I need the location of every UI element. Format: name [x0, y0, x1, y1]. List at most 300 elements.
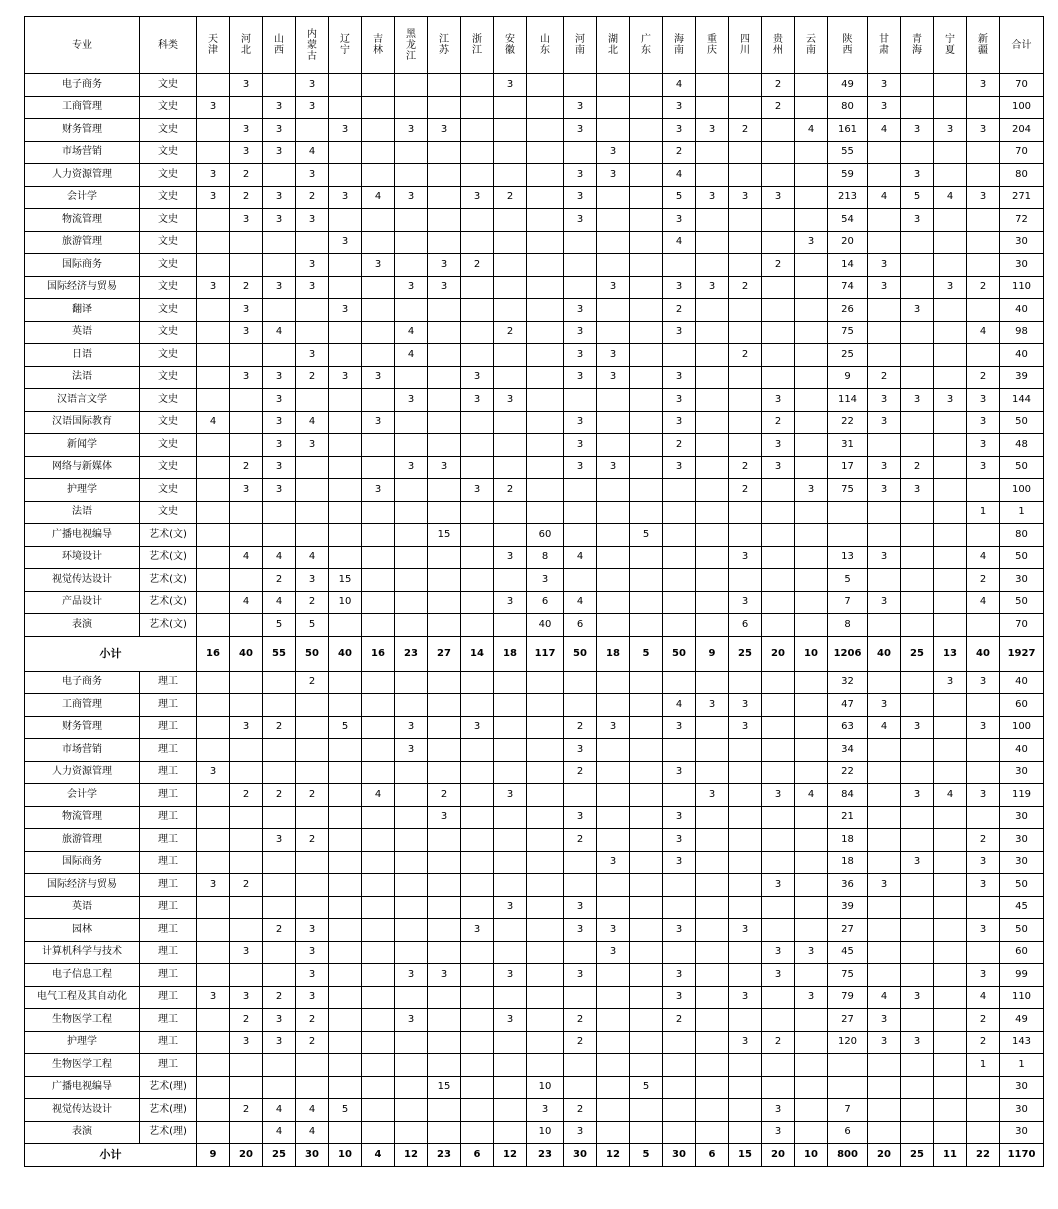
quota-cell — [329, 546, 362, 569]
quota-cell: 3 — [494, 896, 527, 919]
quota-cell: 4 — [296, 141, 329, 164]
type-cell: 理工 — [140, 671, 197, 694]
quota-cell — [428, 299, 461, 322]
quota-cell: 7 — [828, 591, 868, 614]
header-province: 甘肃 — [868, 17, 901, 74]
quota-cell — [597, 186, 630, 209]
quota-cell — [630, 434, 663, 457]
major-cell: 工商管理 — [25, 96, 140, 119]
major-cell: 国际经济与贸易 — [25, 276, 140, 299]
quota-cell — [329, 1121, 362, 1144]
quota-cell — [197, 569, 230, 592]
table-row — [25, 389, 1044, 412]
admission-plan-table — [24, 16, 1044, 1167]
quota-cell — [494, 299, 527, 322]
quota-cell — [564, 986, 597, 1009]
quota-cell: 2 — [868, 366, 901, 389]
type-cell: 文史 — [140, 344, 197, 367]
quota-cell — [630, 479, 663, 502]
quota-cell — [527, 761, 564, 784]
quota-cell: 4 — [564, 546, 597, 569]
quota-cell: 3 — [230, 366, 263, 389]
table-row — [25, 569, 1044, 592]
quota-cell — [197, 366, 230, 389]
quota-cell — [329, 456, 362, 479]
quota-cell — [762, 321, 795, 344]
quota-cell — [630, 366, 663, 389]
subtotal-cell: 12 — [494, 1144, 527, 1167]
quota-cell — [597, 806, 630, 829]
quota-cell — [263, 231, 296, 254]
header-province: 陕西 — [828, 17, 868, 74]
quota-cell: 3 — [868, 1009, 901, 1032]
quota-cell — [630, 671, 663, 694]
quota-cell: 3 — [564, 321, 597, 344]
type-cell: 艺术(理) — [140, 1099, 197, 1122]
quota-cell — [461, 456, 494, 479]
quota-cell: 2 — [230, 456, 263, 479]
quota-cell — [494, 569, 527, 592]
quota-cell: 4 — [296, 1121, 329, 1144]
quota-cell — [901, 569, 934, 592]
table-row — [25, 546, 1044, 569]
quota-cell: 3 — [461, 186, 494, 209]
quota-cell — [428, 716, 461, 739]
quota-cell: 4 — [362, 784, 395, 807]
quota-cell: 5 — [329, 1099, 362, 1122]
quota-cell — [868, 671, 901, 694]
quota-cell — [967, 164, 1000, 187]
quota-cell — [967, 739, 1000, 762]
quota-cell — [329, 694, 362, 717]
quota-cell — [428, 986, 461, 1009]
quota-cell — [263, 344, 296, 367]
quota-cell — [597, 761, 630, 784]
row-total-cell: 143 — [1000, 1031, 1044, 1054]
quota-cell: 60 — [527, 524, 564, 547]
quota-cell — [663, 614, 696, 637]
quota-cell: 3 — [263, 141, 296, 164]
quota-cell — [494, 1054, 527, 1077]
quota-cell — [630, 119, 663, 142]
quota-cell — [795, 546, 828, 569]
quota-cell: 3 — [263, 276, 296, 299]
quota-cell — [428, 1009, 461, 1032]
quota-cell — [729, 1121, 762, 1144]
quota-cell: 2 — [729, 119, 762, 142]
quota-cell — [395, 784, 428, 807]
quota-cell: 2 — [296, 1031, 329, 1054]
quota-cell — [597, 739, 630, 762]
quota-cell: 5 — [901, 186, 934, 209]
quota-cell: 31 — [828, 434, 868, 457]
quota-cell: 4 — [263, 546, 296, 569]
header-province: 四川 — [729, 17, 762, 74]
quota-cell — [527, 851, 564, 874]
quota-cell: 3 — [762, 784, 795, 807]
quota-cell: 2 — [230, 1099, 263, 1122]
row-total-cell: 60 — [1000, 694, 1044, 717]
quota-cell — [597, 119, 630, 142]
quota-cell — [197, 694, 230, 717]
quota-cell: 2 — [494, 321, 527, 344]
quota-cell — [762, 1076, 795, 1099]
table-body — [25, 74, 1044, 1167]
quota-cell — [230, 964, 263, 987]
quota-cell — [597, 501, 630, 524]
quota-cell — [696, 501, 729, 524]
header-type: 科类 — [140, 17, 197, 74]
quota-cell — [197, 389, 230, 412]
quota-cell: 75 — [828, 964, 868, 987]
subtotal-cell: 11 — [934, 1144, 967, 1167]
major-cell: 国际商务 — [25, 254, 140, 277]
quota-cell: 22 — [828, 761, 868, 784]
type-cell: 文史 — [140, 411, 197, 434]
quota-cell: 3 — [329, 366, 362, 389]
quota-cell: 3 — [395, 186, 428, 209]
quota-cell — [868, 569, 901, 592]
quota-cell: 2 — [967, 1031, 1000, 1054]
quota-cell — [362, 1121, 395, 1144]
quota-cell — [597, 524, 630, 547]
quota-cell: 4 — [296, 1099, 329, 1122]
quota-cell: 3 — [597, 141, 630, 164]
major-cell: 日语 — [25, 344, 140, 367]
quota-cell — [868, 321, 901, 344]
quota-cell — [461, 1121, 494, 1144]
quota-cell — [597, 1054, 630, 1077]
quota-cell — [868, 806, 901, 829]
subtotal-cell: 20 — [230, 1144, 263, 1167]
quota-cell: 3 — [329, 231, 362, 254]
quota-cell: 2 — [967, 276, 1000, 299]
quota-cell — [329, 1009, 362, 1032]
type-cell: 文史 — [140, 479, 197, 502]
major-cell: 物流管理 — [25, 806, 140, 829]
type-cell: 理工 — [140, 896, 197, 919]
table-row — [25, 96, 1044, 119]
quota-cell: 2 — [263, 716, 296, 739]
quota-cell: 3 — [901, 986, 934, 1009]
quota-cell — [230, 829, 263, 852]
row-total-cell: 72 — [1000, 209, 1044, 232]
quota-cell: 2 — [230, 874, 263, 897]
quota-cell — [428, 591, 461, 614]
quota-cell — [197, 591, 230, 614]
quota-cell: 17 — [828, 456, 868, 479]
row-total-cell: 100 — [1000, 96, 1044, 119]
header-province: 宁夏 — [934, 17, 967, 74]
subtotal-cell: 50 — [296, 636, 329, 671]
quota-cell — [663, 524, 696, 547]
quota-cell — [934, 546, 967, 569]
quota-cell: 2 — [663, 141, 696, 164]
quota-cell — [230, 254, 263, 277]
subtotal-cell: 12 — [395, 1144, 428, 1167]
quota-cell — [263, 874, 296, 897]
major-cell: 表演 — [25, 614, 140, 637]
quota-cell — [630, 739, 663, 762]
row-total-cell: 98 — [1000, 321, 1044, 344]
quota-cell — [729, 141, 762, 164]
quota-cell — [663, 501, 696, 524]
header-province: 吉林 — [362, 17, 395, 74]
row-total-cell: 100 — [1000, 479, 1044, 502]
table-row — [25, 209, 1044, 232]
quota-cell — [901, 524, 934, 547]
quota-cell: 213 — [828, 186, 868, 209]
subtotal-cell: 25 — [729, 636, 762, 671]
row-total-cell: 80 — [1000, 164, 1044, 187]
quota-cell — [428, 366, 461, 389]
quota-cell: 2 — [263, 569, 296, 592]
quota-cell — [395, 806, 428, 829]
header-province: 新疆 — [967, 17, 1000, 74]
table-row — [25, 141, 1044, 164]
quota-cell — [795, 141, 828, 164]
quota-cell — [630, 896, 663, 919]
quota-cell — [901, 74, 934, 97]
header-province: 安徽 — [494, 17, 527, 74]
quota-cell: 3 — [663, 276, 696, 299]
major-cell: 旅游管理 — [25, 231, 140, 254]
quota-cell — [395, 569, 428, 592]
quota-cell: 3 — [729, 919, 762, 942]
quota-cell — [696, 456, 729, 479]
quota-cell: 3 — [967, 919, 1000, 942]
quota-cell — [795, 919, 828, 942]
quota-cell: 3 — [197, 186, 230, 209]
quota-cell: 161 — [828, 119, 868, 142]
quota-cell — [494, 344, 527, 367]
quota-cell: 3 — [762, 456, 795, 479]
row-total-cell: 70 — [1000, 141, 1044, 164]
quota-cell — [901, 501, 934, 524]
subtotal-cell: 20 — [868, 1144, 901, 1167]
quota-cell — [597, 1099, 630, 1122]
quota-cell — [494, 614, 527, 637]
quota-cell — [296, 321, 329, 344]
quota-cell: 3 — [663, 456, 696, 479]
quota-cell: 3 — [197, 874, 230, 897]
quota-cell — [197, 829, 230, 852]
quota-cell — [934, 1031, 967, 1054]
quota-cell: 3 — [395, 119, 428, 142]
quota-cell — [564, 254, 597, 277]
subtotal-cell: 20 — [762, 636, 795, 671]
major-cell: 会计学 — [25, 186, 140, 209]
quota-cell: 3 — [967, 671, 1000, 694]
quota-cell: 3 — [868, 276, 901, 299]
table-row — [25, 231, 1044, 254]
quota-cell — [296, 119, 329, 142]
subtotal-cell: 40 — [967, 636, 1000, 671]
quota-cell — [762, 501, 795, 524]
quota-cell: 3 — [428, 806, 461, 829]
quota-cell: 3 — [967, 119, 1000, 142]
quota-cell — [395, 591, 428, 614]
quota-cell — [762, 591, 795, 614]
quota-cell — [197, 739, 230, 762]
quota-cell: 2 — [296, 671, 329, 694]
row-total-cell: 144 — [1000, 389, 1044, 412]
quota-cell — [729, 411, 762, 434]
quota-cell: 3 — [263, 119, 296, 142]
quota-cell — [795, 739, 828, 762]
quota-cell — [461, 1076, 494, 1099]
quota-cell — [197, 456, 230, 479]
quota-cell — [729, 366, 762, 389]
quota-cell: 4 — [395, 321, 428, 344]
quota-cell — [795, 761, 828, 784]
quota-cell — [901, 1121, 934, 1144]
quota-cell: 3 — [564, 186, 597, 209]
quota-cell: 3 — [263, 411, 296, 434]
quota-cell: 3 — [230, 74, 263, 97]
quota-cell — [494, 851, 527, 874]
quota-cell — [696, 1054, 729, 1077]
quota-cell — [795, 96, 828, 119]
quota-cell — [762, 164, 795, 187]
subtotal-cell: 25 — [901, 636, 934, 671]
quota-cell: 3 — [329, 299, 362, 322]
quota-cell — [362, 761, 395, 784]
quota-cell — [795, 569, 828, 592]
quota-cell: 3 — [230, 299, 263, 322]
quota-cell — [762, 986, 795, 1009]
quota-cell: 3 — [729, 186, 762, 209]
row-total-cell: 30 — [1000, 1099, 1044, 1122]
table-row — [25, 761, 1044, 784]
quota-cell: 2 — [296, 1009, 329, 1032]
quota-cell — [296, 389, 329, 412]
quota-cell — [630, 591, 663, 614]
quota-cell — [395, 1054, 428, 1077]
subtotal-row — [25, 636, 1044, 671]
quota-cell: 36 — [828, 874, 868, 897]
quota-cell — [795, 851, 828, 874]
quota-cell: 4 — [967, 986, 1000, 1009]
quota-cell — [630, 941, 663, 964]
quota-cell: 3 — [597, 344, 630, 367]
quota-cell: 3 — [197, 96, 230, 119]
quota-cell — [329, 141, 362, 164]
major-cell: 工商管理 — [25, 694, 140, 717]
quota-cell: 3 — [263, 1031, 296, 1054]
quota-cell: 3 — [663, 209, 696, 232]
quota-cell — [729, 209, 762, 232]
quota-cell — [934, 761, 967, 784]
quota-cell: 3 — [296, 569, 329, 592]
quota-cell — [597, 411, 630, 434]
quota-cell — [795, 254, 828, 277]
quota-cell — [597, 254, 630, 277]
quota-cell: 3 — [597, 919, 630, 942]
quota-cell — [564, 694, 597, 717]
quota-cell: 3 — [967, 716, 1000, 739]
quota-cell — [428, 671, 461, 694]
quota-cell — [428, 739, 461, 762]
quota-cell — [329, 524, 362, 547]
quota-cell — [395, 761, 428, 784]
quota-cell — [934, 344, 967, 367]
quota-cell — [461, 829, 494, 852]
quota-cell — [362, 874, 395, 897]
quota-cell — [630, 96, 663, 119]
quota-cell — [630, 569, 663, 592]
quota-cell: 2 — [564, 1009, 597, 1032]
quota-cell: 5 — [630, 1076, 663, 1099]
quota-cell: 3 — [329, 186, 362, 209]
table-row — [25, 1009, 1044, 1032]
quota-cell — [762, 739, 795, 762]
header-province: 山西 — [263, 17, 296, 74]
quota-cell: 3 — [494, 964, 527, 987]
quota-cell — [527, 74, 564, 97]
quota-cell: 4 — [564, 591, 597, 614]
quota-cell: 3 — [564, 964, 597, 987]
subtotal-cell: 1206 — [828, 636, 868, 671]
quota-cell — [762, 829, 795, 852]
quota-cell — [494, 671, 527, 694]
quota-cell — [696, 1031, 729, 1054]
quota-cell — [696, 874, 729, 897]
quota-cell: 55 — [828, 141, 868, 164]
quota-cell: 4 — [230, 546, 263, 569]
quota-cell: 32 — [828, 671, 868, 694]
quota-cell — [428, 694, 461, 717]
quota-cell: 22 — [828, 411, 868, 434]
quota-cell — [197, 434, 230, 457]
quota-cell — [395, 141, 428, 164]
quota-cell — [762, 761, 795, 784]
quota-cell: 3 — [494, 74, 527, 97]
table-row — [25, 964, 1044, 987]
quota-cell — [663, 671, 696, 694]
quota-cell — [663, 1099, 696, 1122]
quota-cell — [696, 434, 729, 457]
quota-cell — [696, 344, 729, 367]
quota-cell: 4 — [197, 411, 230, 434]
quota-cell — [527, 186, 564, 209]
quota-cell: 2 — [263, 919, 296, 942]
quota-cell — [494, 411, 527, 434]
quota-cell: 3 — [597, 716, 630, 739]
quota-cell — [362, 276, 395, 299]
quota-cell: 3 — [197, 276, 230, 299]
quota-cell — [329, 806, 362, 829]
quota-cell: 2 — [230, 164, 263, 187]
quota-cell — [934, 614, 967, 637]
quota-cell — [428, 941, 461, 964]
quota-cell — [630, 829, 663, 852]
quota-cell: 2 — [263, 986, 296, 1009]
quota-cell — [230, 919, 263, 942]
quota-cell — [967, 1076, 1000, 1099]
quota-cell: 5 — [329, 716, 362, 739]
quota-cell — [329, 964, 362, 987]
quota-cell — [461, 434, 494, 457]
quota-cell: 4 — [663, 231, 696, 254]
quota-cell — [967, 694, 1000, 717]
quota-cell: 4 — [663, 694, 696, 717]
quota-cell — [901, 231, 934, 254]
quota-cell — [362, 74, 395, 97]
subtotal-cell: 10 — [795, 1144, 828, 1167]
quota-cell: 3 — [263, 434, 296, 457]
quota-cell: 3 — [663, 761, 696, 784]
